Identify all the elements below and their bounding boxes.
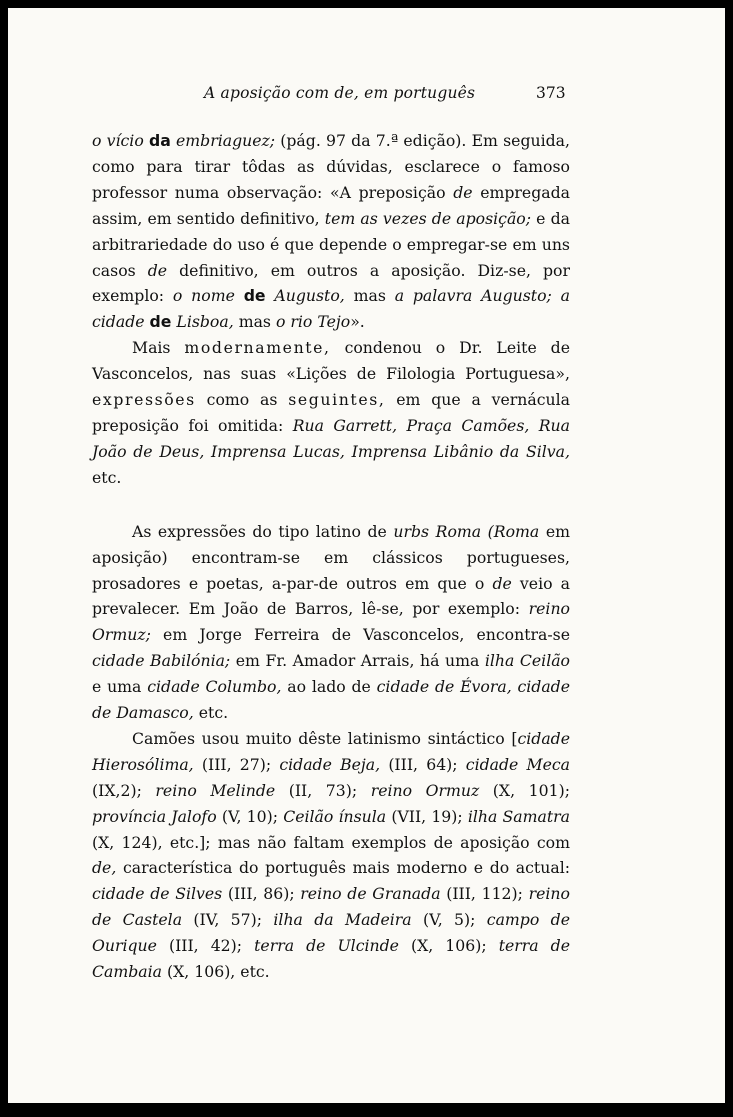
text-run: cidade Columbo, — [147, 677, 282, 697]
paragraph — [92, 726, 570, 985]
text-run: (X, 124), etc.]; mas não faltam exemplos de aposição com — [92, 832, 570, 852]
paragraph — [92, 519, 570, 726]
text-run: (VII, 19); — [386, 806, 468, 826]
text-run: (X, 106), etc. — [162, 962, 270, 982]
text-run: ao lado de — [281, 677, 377, 697]
text-run: modernamente, — [184, 338, 331, 358]
paragraph — [92, 128, 570, 335]
text-run: como as — [195, 390, 289, 410]
text-run: reino de Granada — [300, 884, 441, 904]
text-run: definitivo, em outros a aposição. Diz-se, por exemplo: — [92, 260, 571, 306]
text-run: reino Melinde — [155, 780, 276, 800]
text-run: de — [243, 286, 266, 306]
text-run: (pág. 97 da 7.ª edição). Em seguida, como para tirar tôdas as dúvidas, esclarece o famoso professor numa observação: «A preposição — [92, 131, 570, 202]
page-header — [8, 84, 725, 108]
text-run: em Fr. Amador Arrais, há uma — [230, 651, 485, 671]
text-run: (III, 86); — [222, 884, 301, 904]
text-run: etc. — [193, 703, 229, 723]
text-run: expressões — [92, 390, 196, 410]
text-run: de — [147, 260, 168, 280]
text-run: (III, 64); — [380, 754, 466, 774]
paragraph — [92, 335, 570, 490]
text-run: e da arbitrariedade do uso é que depende o empregar-se em uns casos — [92, 208, 570, 280]
text-run: (IV, 57); — [182, 910, 274, 930]
text-run: veio a prevalecer. Em João de Barros, lê-se, por exemplo: — [92, 573, 570, 619]
text-run: embriaguez; — [176, 131, 276, 150]
book-page — [8, 8, 725, 1103]
text-run: (V, 5); — [411, 910, 487, 930]
text-run: Lisboa, — [176, 312, 234, 332]
text-run: cidade de Silves — [92, 884, 223, 904]
text-run: terra de Ulcinde — [254, 936, 399, 956]
text-run: (III, 112); — [440, 884, 529, 904]
text-run: reino de Castela — [92, 884, 570, 930]
text-run: mas — [344, 286, 395, 306]
text-run: (X, 101); — [479, 780, 570, 800]
text-run: Mais — [132, 338, 185, 358]
text-run: de — [453, 182, 473, 202]
text-run: de, — [92, 858, 117, 878]
text-run: cidade Meca — [465, 754, 571, 774]
text-run: (II, 73); — [275, 780, 371, 800]
text-run: As expressões do tipo latino de — [132, 521, 394, 541]
text-run: ilha Ceilão — [484, 651, 571, 671]
text-run: reino Ormuz — [370, 780, 480, 800]
text-run: empregada assim, em sentido definitivo, — [92, 182, 570, 228]
text-run: o rio Tejo — [275, 312, 351, 332]
text-run: (III, 27); — [193, 754, 280, 774]
text-run: e uma — [92, 677, 148, 697]
text-run: da — [148, 131, 171, 150]
text-run: Ceilão ínsula — [283, 806, 387, 826]
body-text — [92, 128, 570, 985]
page-number: 373 — [536, 84, 566, 102]
text-run: tem as vezes de aposição; — [324, 208, 532, 228]
text-run: ». — [350, 312, 365, 332]
text-run: (X, 106); — [398, 936, 499, 956]
text-run: ilha Samatra — [467, 806, 570, 826]
text-run: província Jalofo — [92, 806, 217, 826]
text-run: cidade de Évora, cidade de Damasco, — [92, 677, 570, 723]
text-run: (IX,2); — [92, 780, 156, 800]
text-run: cidade Babilónia; — [92, 651, 231, 671]
text-run: condenou o Dr. Leite de Vasconcelos, nas suas «Lições de Filologia Portuguesa», — [92, 338, 570, 384]
text-run: em que a vernácula preposição foi omitida: — [92, 390, 571, 435]
text-run: Camões usou muito dêste latinismo sintáctico [ — [132, 728, 518, 748]
text-run: campo de Ourique — [92, 910, 570, 956]
text-run: a palavra Augusto; a cidade — [92, 286, 570, 332]
text-run: seguintes, — [288, 390, 386, 410]
text-run: de — [149, 312, 172, 332]
text-run: cidade Hierosólima, — [92, 728, 570, 774]
text-run: etc. — [92, 467, 122, 487]
text-run: característica do português mais moderno e do actual: — [116, 858, 570, 878]
text-run: ilha da Madeira — [273, 910, 412, 930]
text-run: Augusto, — [274, 286, 345, 306]
text-run: urbs Roma (Roma — [393, 521, 540, 541]
text-run: Rua Garrett, Praça Camões, Rua João de Deus, Imprensa Lucas, Imprensa Libânio da Silva, — [92, 415, 571, 461]
text-run: (V, 10); — [216, 806, 284, 826]
text-run: em aposição) encontram-se em clássicos portugueses, prosadores e poetas, a-par-de outros em que o — [92, 521, 570, 593]
text-run: cidade Beja, — [279, 754, 381, 774]
text-run: o vício — [92, 131, 144, 150]
running-title: A aposição com de, em português — [204, 84, 476, 102]
text-run — [235, 286, 244, 305]
text-run: (III, 42); — [156, 936, 255, 956]
text-run: de — [492, 573, 512, 593]
text-run: terra de Cambaia — [92, 936, 570, 982]
text-run: em Jorge Ferreira de Vasconcelos, encontra-se — [150, 625, 570, 645]
text-run: mas — [233, 312, 276, 332]
text-run: o nome — [172, 286, 235, 306]
text-run: reino Ormuz; — [92, 599, 570, 645]
